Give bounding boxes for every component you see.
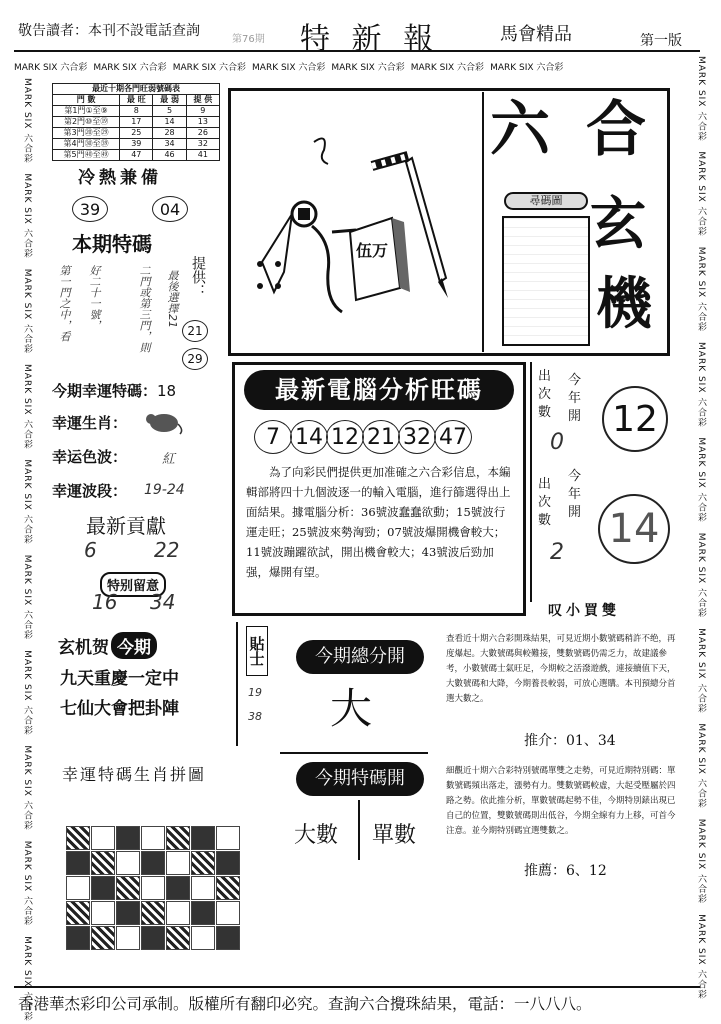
record-header-1: 最 旺 — [120, 95, 153, 106]
stats-2-circle: 14 — [598, 494, 670, 564]
attention-number-1: 16 — [92, 590, 118, 614]
xuanji-line-2: 七仙大會把卦陣 — [60, 699, 179, 719]
contribution-number-1: 6 — [84, 538, 97, 562]
total-split-rule — [358, 800, 360, 860]
table-row — [53, 106, 220, 117]
special-handwriting-3: 二門或第三門，則 — [138, 265, 151, 353]
table-row — [53, 150, 220, 161]
tips-rule — [236, 622, 238, 746]
banner-char-he: 合 — [586, 95, 646, 165]
lucky-special-row: 今期幸運特碼：18 — [52, 382, 177, 400]
table-cell: 46 — [153, 150, 186, 161]
table-cell: 47 — [120, 150, 153, 161]
left-border-strip: MARK SIX 六合彩 MARK SIX 六合彩 MARK SIX 六合彩 MARK SIX 六合彩 MARK SIX 六合彩 MARK SIX 六合彩 MARK SIX 六合彩 MARK SIX 六合彩 MARK SIX 六合彩 MARK SIX 六合彩 — [22, 78, 32, 1022]
analysis-number-3: 12 — [326, 420, 364, 454]
table-cell: 8 — [120, 106, 153, 117]
total-rule — [280, 752, 428, 754]
right-paragraph-2: 細觀近十期六合彩特別號碼單雙之走勢，可見近期特別碼：單數號碼頻出落走，漲勢有力。雙數號碼較虛，大起受壓屬於四路之勢。依此推分析，單數號碼起勢不佳，今期特別錶出現已自己的位置，雙數號碼則出低谷，今期全線有力上移，可首今注意。並今期特別碼宜選雙數之。 — [446, 766, 676, 836]
stats-1-label1: 出次數 — [538, 369, 552, 420]
table-row — [53, 117, 220, 128]
stats-1-value: 0 — [550, 430, 564, 455]
record-header-3: 提 供 — [186, 95, 219, 106]
footer-text: 香港華杰彩印公司承制。版權所有翻印必究。查詢六合攪珠結果，電話：一八八八。 — [18, 995, 592, 1013]
contribution-title: 最新貢獻 — [86, 514, 166, 538]
banner-char-xuan: 玄 — [590, 191, 646, 257]
scroll-body — [502, 216, 590, 346]
table-cell: 9 — [186, 106, 219, 117]
table-cell: 第5門㊵至㊾ — [53, 150, 120, 161]
table-cell: 5 — [153, 106, 186, 117]
record-table — [52, 83, 220, 161]
table-row — [53, 139, 220, 150]
xuanji-line-1: 九天重慶一定中 — [60, 669, 179, 689]
tips-number-1: 19 — [248, 686, 262, 699]
stats-2-label2: 今年開 — [568, 469, 582, 520]
table-cell: 14 — [153, 117, 186, 128]
table-cell: 25 — [120, 128, 153, 139]
special-number-2: 29 — [182, 348, 208, 370]
table-cell: 第1門①至⑨ — [53, 106, 120, 117]
total-left: 大數 — [294, 823, 339, 848]
issue-stamp: 第76期 — [232, 34, 265, 45]
record-table-box — [52, 83, 220, 161]
puzzle-title: 幸運特碼生肖拼圖 — [62, 765, 207, 784]
table-cell: 第3門⑳至㉙ — [53, 128, 120, 139]
table-cell: 第2門⑩至⑲ — [53, 117, 120, 128]
total-right: 單數 — [372, 823, 417, 848]
table-cell: 39 — [120, 139, 153, 150]
analysis-number-4: 21 — [362, 420, 400, 454]
table-cell: 13 — [186, 117, 219, 128]
stats-2-value: 2 — [550, 540, 564, 565]
contribution-number-2: 22 — [154, 538, 180, 562]
right-title: 叹小買雙 — [548, 603, 620, 619]
analysis-number-2: 14 — [290, 420, 328, 454]
analysis-number-6: 47 — [434, 420, 472, 454]
special-title: 本期特碼 — [72, 232, 152, 256]
lucky-color-value: 紅 — [162, 452, 176, 467]
lucky-range-label: 幸運波段： — [52, 482, 128, 500]
banner-drawing — [232, 92, 480, 352]
special-handwriting-2: 好二十一號， — [88, 265, 101, 331]
top-border-strip: MARK SIX 六合彩 MARK SIX 六合彩 MARK SIX 六合彩 MARK SIX 六合彩 MARK SIX 六合彩 MARK SIX 六合彩 MARK SIX 六合彩 — [14, 62, 564, 73]
xuanji-title: 玄机贺 今期 — [58, 632, 157, 659]
special-number-1: 21 — [182, 320, 208, 342]
banner-char-liu: 六 — [490, 95, 550, 165]
tips-number-2: 38 — [248, 710, 262, 723]
zodiac-puzzle — [66, 826, 240, 950]
special-provide-label: 提供： — [190, 256, 206, 298]
record-table-title: 最近十期各門旺弱號碼表 — [53, 84, 220, 95]
scroll-label: 尋碼圖 — [504, 192, 588, 210]
record-header-2: 最 弱 — [153, 95, 186, 106]
hot-cold-label: 冷熱兼備 — [78, 168, 162, 188]
attention-label: 特别留意 — [100, 572, 166, 597]
table-cell: 34 — [153, 139, 186, 150]
stone-text: 伍万 — [356, 241, 389, 260]
total-label: 今期總分開 — [296, 640, 424, 674]
footer-rule — [14, 986, 700, 988]
rat-icon — [140, 406, 186, 436]
notice: 敬告讀者：本刊不設電話查詢 — [18, 23, 200, 39]
table-row — [53, 128, 220, 139]
table-cell: 28 — [153, 128, 186, 139]
stats-1-label2: 今年開 — [568, 373, 582, 424]
page-title: 特 新 報 — [300, 22, 440, 57]
analysis-title: 最新電腦分析旺碼 — [244, 370, 514, 410]
record-header-0: 門 數 — [53, 95, 120, 106]
attention-number-2: 34 — [150, 590, 176, 614]
table-cell: 第4門㉚至㊴ — [53, 139, 120, 150]
right-recommend-2: 推薦：6、12 — [524, 863, 607, 879]
table-cell: 32 — [186, 139, 219, 150]
banner-divider — [482, 92, 484, 352]
table-cell: 17 — [120, 117, 153, 128]
analysis-text: 為了向彩民們提供更加准確之六合彩信息，本編輯部將四十九個波逐一的輸入電腦，進行篩選得出上面結果。據電腦分析：36號波蠢蠢欲動；15號波行運走旺；25號波來勢洶勁；07號波爆開機會較大；11號波蹦躍欲試，開出機會較大；43號波后勁加强，爆開有望。 — [246, 465, 511, 579]
analysis-number-1: 7 — [254, 420, 292, 454]
special-handwriting-1: 第一門之中，看 — [58, 265, 71, 342]
stats-1-circle: 12 — [602, 386, 668, 452]
total-value: 大 — [330, 684, 373, 733]
edition-label: 第一版 — [640, 33, 682, 49]
analysis-numbers — [254, 420, 472, 454]
tips-label: 貼士 — [246, 626, 268, 676]
scroll-picture — [496, 192, 596, 352]
header-rule — [14, 50, 700, 52]
analysis-number-5: 32 — [398, 420, 436, 454]
stats-rule — [530, 362, 532, 602]
table-cell: 26 — [186, 128, 219, 139]
lucky-color-label: 幸运色波： — [52, 448, 128, 466]
right-recommend-1: 推介：01、34 — [524, 733, 616, 749]
table-cell: 41 — [186, 150, 219, 161]
right-paragraph-1: 查看近十期六合彩開珠結果，可見近期小數號碼稍許不绝，再度爆起。大數號碼與較難接，雙數號碼仍需乏力，故建議參考，小數號碼士氣旺足，今期較之活潑遊戲，連接續值下天，大數號碼和大降，今期養長較弱，可放心選購。本刊預總分首選大數之。 — [446, 634, 676, 704]
subtitle: 馬會精品 — [500, 24, 572, 45]
total-special-label: 今期特碼開 — [296, 762, 424, 796]
right-border-strip: MARK SIX 六合彩 MARK SIX 六合彩 MARK SIX 六合彩 MARK SIX 六合彩 MARK SIX 六合彩 MARK SIX 六合彩 MARK SIX 六合彩 MARK SIX 六合彩 MARK SIX 六合彩 MARK SIX 六合彩 — [696, 56, 706, 1000]
hot-number-2: 04 — [152, 196, 188, 222]
stats-2-label1: 出次數 — [538, 477, 552, 528]
banner-char-ji: 機 — [596, 271, 652, 337]
lucky-zodiac-label: 幸運生肖： — [52, 414, 128, 432]
lucky-range-value: 19-24 — [144, 482, 185, 498]
special-handwriting-4: 最後選擇21 — [166, 270, 179, 328]
hot-number-1: 39 — [72, 196, 108, 222]
